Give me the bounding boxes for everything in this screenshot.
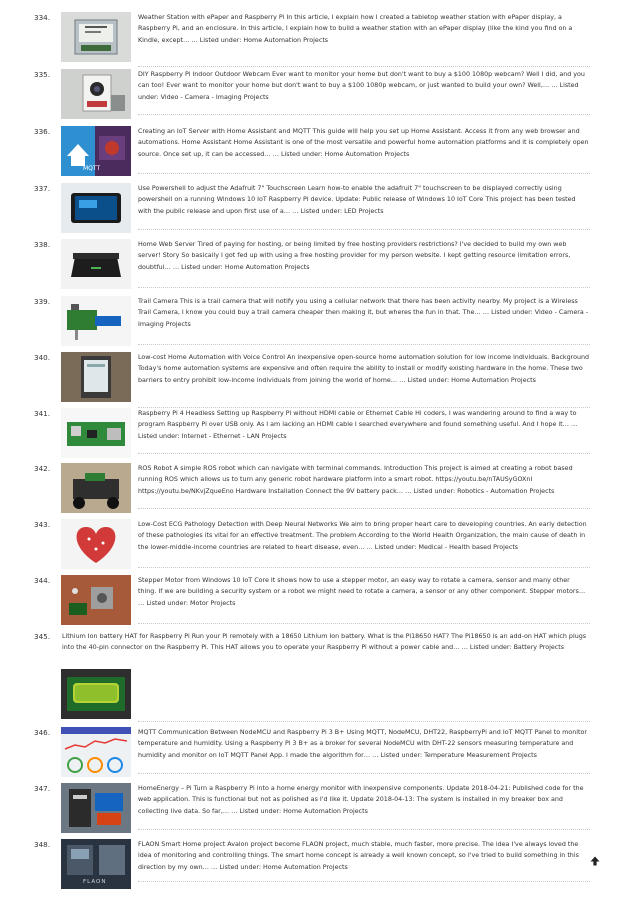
item-separator (138, 287, 590, 288)
item-number: 337. (34, 184, 51, 193)
item-description: HomeEnergy – Pi Turn a Raspberry Pi into a home energy monitor with inexpensive components. Update 2018-04-21: Published code for the web application. This is functional but not as polished as I'd like it. Update 2018-04-13: The system is installed in my breaker box and collecting live data. So far,… … Listed under: Home Automation Projects (138, 785, 584, 815)
arrow-up-icon[interactable] (590, 851, 600, 861)
stepper-motor-thumbnail[interactable] (61, 575, 131, 625)
raspberry-pi-4-thumbnail[interactable] (61, 408, 131, 458)
item-separator (138, 881, 590, 882)
item-number: 342. (34, 464, 51, 473)
weather-station-thumbnail[interactable] (61, 12, 131, 62)
item-number: 346. (34, 728, 51, 737)
mqtt-panel-thumbnail[interactable] (61, 727, 131, 777)
item-number: 336. (34, 127, 51, 136)
item-separator (138, 623, 590, 624)
mqtt-label: MQTT (83, 165, 101, 172)
item-separator (138, 344, 590, 345)
item-number: 335. (34, 70, 51, 79)
home-assistant-mqtt-thumbnail[interactable] (61, 126, 131, 176)
item-description: MQTT Communication Between NodeMCU and Raspberry Pi 3 B+ Using MQTT, NodeMCU, DHT22, RaspberryPi and IoT MQTT Panel to monitor temperature and humidity. Using a Raspberry Pi 3 B+ as a broker for several NodeMCU with DHT-22 sensors measuring temperature and humidity and monitor on IoT MQTT Panel App. I made the algorithm for… … Listed under: Temperature Measurement Projects (138, 729, 587, 759)
item-separator (138, 173, 590, 174)
item-description: Weather Station with ePaper and Raspberry Pi In this article, I explain how I created a tabletop weather station with ePaper display, a Raspberry Pi, and an enclosure. In this article, I explain how to build a weather station with an ePaper display (like the kind you find on a Kindle, except… … Listed under: Home Automation Projects (138, 14, 573, 44)
touchscreen-thumbnail[interactable] (61, 183, 131, 233)
item-number: 334. (34, 13, 51, 22)
home-energy-thumbnail[interactable] (61, 783, 131, 833)
item-separator (138, 773, 590, 774)
voice-control-thumbnail[interactable] (61, 352, 131, 402)
item-number: 343. (34, 520, 51, 529)
item-separator (138, 229, 590, 230)
ecg-heart-thumbnail[interactable] (61, 519, 131, 569)
flaon-label: FLAON (83, 879, 107, 885)
ros-robot-thumbnail[interactable] (61, 463, 131, 513)
web-server-thumbnail[interactable] (61, 239, 131, 289)
item-number: 338. (34, 240, 51, 249)
item-description: Low-Cost ECG Pathology Detection with Deep Neural Networks We aim to bring proper heart care to developing countries. An early detection of these pathologies its vital for an effective treatment. The problem According to the World Health Organization, the main cause of death in the lower-middle-income countries are related to heart disease, even… … Listed under: Medical - Health based Projects (138, 521, 587, 551)
item-number: 347. (34, 784, 51, 793)
battery-hat-thumbnail[interactable] (61, 669, 131, 719)
item-number: 340. (34, 353, 51, 362)
flaon-thumbnail[interactable] (61, 839, 131, 889)
item-separator (138, 829, 590, 830)
item-description: Home Web Server Tired of paying for hosting, or being limited by free hosting providers restrictions? I've decided to build my own web server! Story So basically I got fed up with using a free hosting provider for my person website. I kept getting resource limitation errors, doubtful… … Listed under: Home Automation Projects (138, 241, 571, 271)
item-description: Stepper Motor from Windows 10 IoT Core It shows how to use a stepper motor, an easy way to rotate a camera, sensor and many other thing. If we are building a security system or a robot we might need to rotate a camera, a sensor or any other component. Stepper motors… … Listed under: Motor Projects (138, 577, 586, 607)
item-number: 345. (34, 632, 51, 641)
item-number: 341. (34, 409, 51, 418)
item-number: 339. (34, 297, 51, 306)
item-description: ROS Robot A simple ROS robot which can navigate with terminal commands. Introduction This project is aimed at creating a robot based running ROS which allows us to turn any generic robot hardware platform into a smart robot. https://youtu.be/nTAUSyGOXnI https://youtu.be/NKvjZqueEno Hardware Installation Connect the 9V battery pack… … Listed under: Robotics - Automation Projects (138, 465, 573, 495)
item-number: 344. (34, 576, 51, 585)
item-description: DIY Raspberry Pi Indoor Outdoor Webcam Ever want to monitor your home but don't want to buy a $100 1080p webcam? Well I did, and you can too! Ever want to monitor your home but don't want to buy a $100 1080p webcam, or just wanted to build your own? Well,… … Listed under: Video - Camera - Imaging Projects (138, 71, 585, 101)
item-separator (138, 453, 590, 454)
item-separator (138, 508, 590, 509)
item-description: FLAON Smart Home project Avalon project become FLAON project, much stable, much faster, more precise. The idea I've always loved the idea of monitoring and controlling things. The smart home concept is already a well known concept, so I've tried to build something in this direction by my own… … Listed under: Home Automation Projects (138, 841, 579, 871)
item-description: Trail Camera This is a trail camera that will notify you using a cellular network that there has been activity nearby. My project is a Wireless Trail Camera, I know you could buy a trail camera cheaper then making it, but wheres the fun in that. The… … Listed under: Video - Camera - Imaging Projects (138, 298, 589, 328)
item-separator (138, 567, 590, 568)
item-description: Creating an IoT Server with Home Assistant and MQTT This guide will help you set up Home Assistant. Access it from any web browser and automations. Home Assistant Home Assistant is one of the most versatile and powerful home automation platforms and it is completely open source. Once set up, it can be accessed… … Listed under: Home Automation Projects (138, 128, 589, 158)
webcam-thumbnail[interactable] (61, 69, 131, 119)
trail-camera-thumbnail[interactable] (61, 296, 131, 346)
item-description: Low-cost Home Automation with Voice Control An inexpensive open-source home automation solution for low income individuals. Background Today's home automation systems are expensive and often require the ability to install or modify existing hardware in the home. These two barriers to entry prohibit low-income individuals from joining the world of home… … Listed under: Home Automation Projects (138, 354, 590, 384)
item-separator (138, 114, 590, 115)
item-description: Raspberry Pi 4 Headless Setting up Raspberry Pi without HDMI cable or Ethernet Cable Hi coders, I was wandering around to find a way to program Raspberry Pi over USB only. As I am lacking an HDMI cable I searched everywhere and found something useful. And I hope it… … Listed under: Internet - Ethernet - LAN Projects (138, 410, 578, 440)
item-separator (138, 66, 590, 67)
item-number: 348. (34, 840, 51, 849)
item-description: Lithium Ion battery HAT for Raspberry Pi Run your Pi remotely with a 18650 Lithium Ion battery. What is the Pi18650 HAT? The Pi18650 is an add-on HAT which plugs into the 40-pin connector on the Raspberry Pi. This HAT allows you to operate your Raspberry Pi without a power cable and… … Listed under: Battery Projects (62, 633, 587, 652)
item-description: Use Powershell to adjust the Adafruit 7" Touchscreen Learn how-to enable the adafruit 7" touchscreen to be displayed correctly using powershell on a running Windows 10 IoT Raspberry Pi device. Update: Public release of Windows 10 IoT Core This project has been tested with the public release and upon first use of a… … Listed under: LED Projects (138, 185, 576, 215)
item-separator (138, 721, 590, 722)
